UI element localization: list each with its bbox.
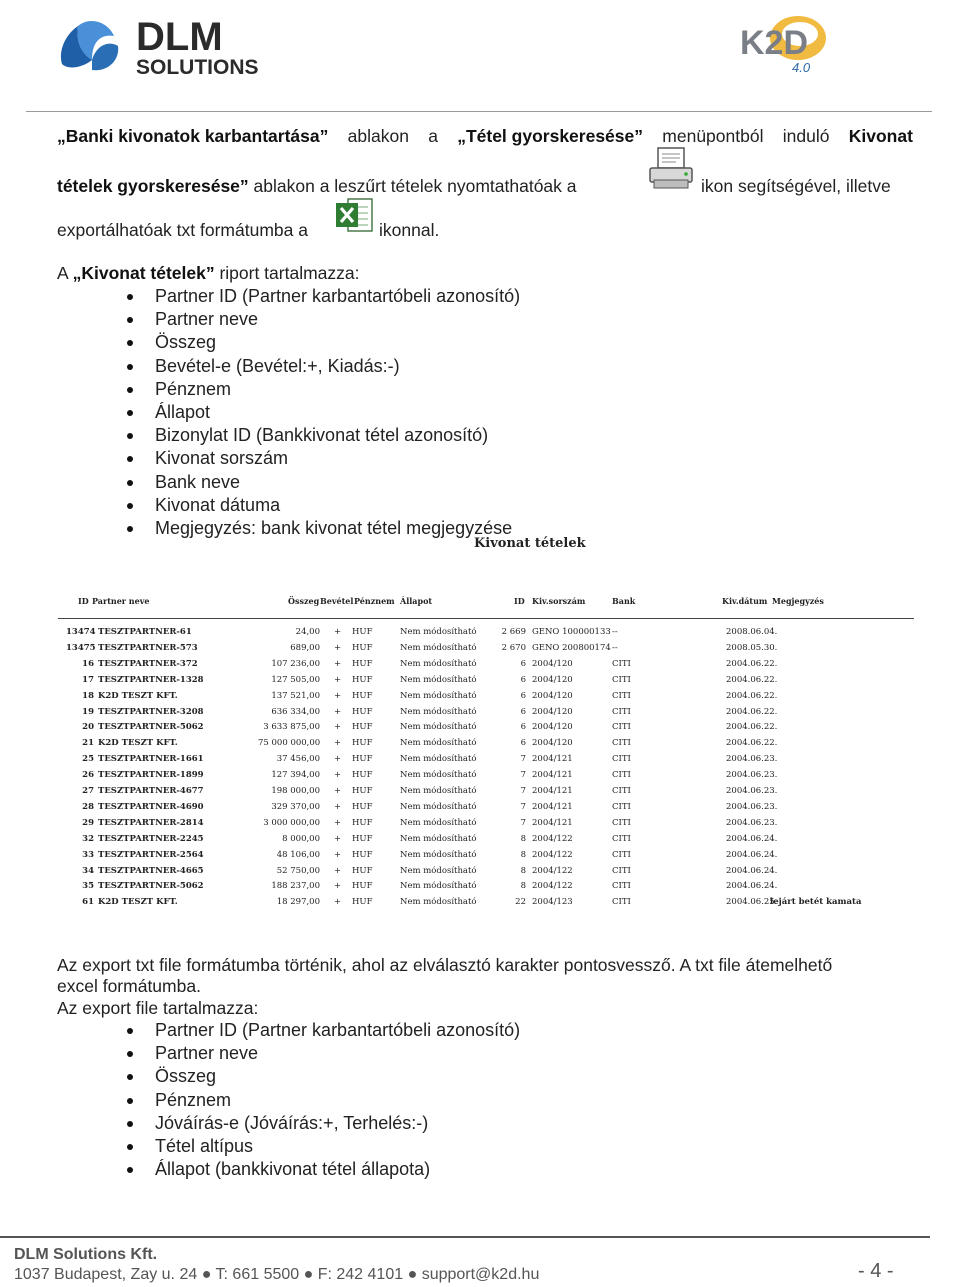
row-bank: CITI [612,833,631,844]
row-amount: 107 236,00 [271,658,320,669]
intro-line-2-end: ikon segítségével, illetve [701,176,891,196]
row-currency: HUF [352,786,373,796]
header-divider [26,111,932,112]
row-kiv: 2004/122 [532,865,573,876]
row-bank: CITI [612,674,631,685]
table-row [58,659,914,675]
row-bank: CITI [612,801,631,812]
row-income: + [334,674,342,685]
row-state: Nem módosítható [400,786,477,796]
row-id: 29 [82,817,94,828]
row-income: + [334,881,342,892]
list-item: Pénznem [125,1089,520,1112]
row-income: + [334,770,342,781]
row-bank: CITI [612,897,631,908]
report-header-state: Állapot [400,596,433,606]
bullet-icon: ● [201,1266,216,1283]
report-header-bank: Bank [612,596,636,606]
row-currency: HUF [352,833,373,844]
k2d-logo-text: K2D [740,24,809,62]
table-row [58,707,914,723]
export-field-list [125,1019,520,1181]
list-item: Kivonat sorszám [125,447,520,470]
row-currency: HUF [352,722,373,733]
row-bank: CITI [612,849,631,860]
row-kiv: 2004/120 [532,738,573,749]
row-kiv: 2004/120 [532,658,573,669]
footer-divider [0,1236,930,1238]
list-item: Tétel altípus [125,1135,520,1158]
table-row [58,786,914,802]
row-bid: 7 [520,786,526,796]
row-currency: HUF [352,706,373,717]
row-id: 35 [82,881,94,892]
row-currency: HUF [352,817,373,828]
row-partner: TESZTPARTNER-2245 [98,833,204,844]
row-bid: 7 [520,801,526,812]
row-amount: 127 394,00 [271,770,320,781]
row-date: 2004.06.23. [726,817,778,828]
row-state: Nem módosítható [400,658,477,669]
row-partner: TESZTPARTNER-4677 [98,786,204,796]
list-item: Összeg [125,1065,520,1088]
row-amount: 3 000 000,00 [263,817,320,828]
row-id: 20 [82,722,94,733]
row-bid: 6 [520,674,526,685]
row-date: 2004.06.22. [726,738,778,749]
row-state: Nem módosítható [400,690,477,701]
table-row [58,881,914,897]
table-row [58,754,914,770]
table-row [58,691,914,707]
row-amount: 24,00 [295,627,320,637]
row-state: Nem módosítható [400,674,477,685]
table-row [58,802,914,818]
table-row [58,770,914,786]
row-partner: TESZTPARTNER-1328 [98,674,204,685]
row-id: 27 [82,786,94,796]
row-income: + [334,833,342,844]
row-currency: HUF [352,738,373,749]
row-kiv: 2004/121 [532,801,573,812]
row-currency: HUF [352,674,373,685]
row-kiv: GENO 200800174 [532,642,611,653]
row-amount: 75 000 000,00 [258,738,321,749]
row-currency: HUF [352,881,373,892]
table-row [58,897,914,913]
table-row [58,866,914,882]
bullet-icon: ● [303,1266,318,1283]
dlm-solutions-logo [56,12,296,80]
table-row [58,818,914,834]
row-id: 19 [82,706,94,717]
row-state: Nem módosítható [400,865,477,876]
row-kiv: 2004/121 [532,754,573,765]
bullet-icon: ● [407,1266,422,1283]
report-header-currency: Pénznem [354,596,395,606]
row-partner: TESZTPARTNER-372 [98,658,198,669]
row-currency: HUF [352,865,373,876]
row-bank: CITI [612,690,631,701]
row-amount: 48 106,00 [276,849,320,860]
intro-window-name: „Banki kivonatok karbantartása” [57,126,329,146]
row-income: + [334,738,342,749]
row-id: 28 [82,801,94,812]
row-bid: 2 670 [501,642,526,653]
row-currency: HUF [352,801,373,812]
report-title: Kivonat tételek [474,536,586,551]
list-item: Partner neve [125,308,520,331]
row-bid: 7 [520,770,526,781]
row-date: 2004.06.22. [726,706,778,717]
row-state: Nem módosítható [400,754,477,765]
row-date: 2004.06.22. [726,658,778,669]
list-item: Jóváírás-e (Jóváírás:+, Terhelés:-) [125,1112,520,1135]
row-kiv: 2004/122 [532,833,573,844]
report-header-note: Megjegyzés [772,596,824,606]
row-bid: 2 669 [501,627,526,637]
list-item: Partner ID (Partner karbantartóbeli azonosító) [125,1019,520,1042]
report-header-id: ID [78,596,89,606]
row-bank: CITI [612,865,631,876]
list-item: Kivonat dátuma [125,494,520,517]
row-amount: 689,00 [290,642,320,653]
report-header-divider [58,618,914,619]
row-note: lejárt betét kamata [770,897,862,908]
row-amount: 8 000,00 [282,833,320,844]
row-kiv: 2004/121 [532,770,573,781]
row-date: 2004.06.23. [726,770,778,781]
k2d-logo [738,4,862,76]
row-bid: 6 [520,690,526,701]
row-state: Nem módosítható [400,627,477,637]
list-item: Bevétel-e (Bevétel:+, Kiadás:-) [125,355,520,378]
k2d-logo-version: 4.0 [792,60,811,75]
row-partner: TESZTPARTNER-1899 [98,770,204,781]
table-row [58,722,914,738]
row-date: 2004.06.24. [726,881,778,892]
row-id: 25 [82,754,94,765]
row-income: + [334,658,342,669]
row-bid: 6 [520,658,526,669]
row-date: 2004.06.23. [726,754,778,765]
row-currency: HUF [352,897,373,908]
row-bid: 6 [520,722,526,733]
row-date: 2004.06.24. [726,865,778,876]
row-partner: TESZTPARTNER-61 [98,627,192,637]
row-bank: CITI [612,706,631,717]
intro-line-2: tételek gyorskeresése” ablakon a leszűrt tételek nyomtathatóak a [57,176,577,196]
export-intro: Az export file tartalmazza: [57,998,259,1018]
row-bid: 8 [520,833,526,844]
row-bank: CITI [612,658,631,669]
table-row [58,834,914,850]
row-income: + [334,722,342,733]
list-item: Partner neve [125,1042,520,1065]
table-row [58,738,914,754]
row-partner: TESZTPARTNER-3208 [98,706,204,717]
row-id: 13475 [66,642,96,653]
row-state: Nem módosítható [400,881,477,892]
row-partner: K2D TESZT KFT. [98,897,178,908]
row-partner: TESZTPARTNER-5062 [98,881,204,892]
export-paragraph-line-1: Az export txt file formátumba történik, ahol az elválasztó karakter pontosvessző. A txt file átemelhető [57,955,833,975]
row-bank: CITI [612,786,631,796]
footer-fax: F: 242 4101 [317,1266,404,1283]
row-state: Nem módosítható [400,770,477,781]
row-date: 2004.06.22. [726,722,778,733]
row-income: + [334,801,342,812]
row-date: 2008.05.30. [726,642,778,653]
footer-contact [14,1266,539,1284]
row-date: 2004.06.22. [726,690,778,701]
row-bank: -- [612,627,618,637]
intro-line-3-end: ikonnal. [379,220,440,240]
footer-company: DLM Solutions Kft. [14,1246,158,1263]
row-bid: 7 [520,754,526,765]
row-amount: 37 456,00 [276,754,320,765]
row-state: Nem módosítható [400,722,477,733]
row-kiv: 2004/122 [532,849,573,860]
row-income: + [334,865,342,876]
row-amount: 127 505,00 [271,674,320,685]
list-item: Összeg [125,331,520,354]
row-partner: TESZTPARTNER-2814 [98,817,204,828]
row-income: + [334,817,342,828]
dlm-logo-subtext: SOLUTIONS [136,56,259,79]
intro-line-3: exportálhatóak txt formátumba a [57,220,308,240]
row-amount: 137 521,00 [271,690,320,701]
row-bank: CITI [612,722,631,733]
intro-menu-name: „Tétel gyorskeresése” [457,126,644,146]
row-partner: TESZTPARTNER-2564 [98,849,204,860]
row-income: + [334,754,342,765]
row-bank: CITI [612,881,631,892]
row-partner: TESZTPARTNER-5062 [98,722,204,733]
row-id: 16 [82,658,94,669]
table-row [58,643,914,659]
row-date: 2004.06.23. [726,801,778,812]
row-kiv: 2004/120 [532,706,573,717]
row-bank: -- [612,642,618,653]
row-kiv: 2004/120 [532,674,573,685]
row-income: + [334,627,342,637]
footer-email[interactable]: support@k2d.hu [421,1266,540,1283]
row-id: 21 [82,738,94,749]
list-item: Bizonylat ID (Bankkivonat tétel azonosító) [125,424,520,447]
footer-phone: T: 661 5500 [215,1266,300,1283]
row-id: 34 [82,865,94,876]
row-id: 26 [82,770,94,781]
row-bid: 22 [515,897,526,908]
footer-address: 1037 Budapest, Zay u. 24 [14,1266,198,1283]
row-income: + [334,642,342,653]
row-id: 17 [82,674,94,685]
report-header-partner: Partner neve [92,596,150,606]
row-partner: K2D TESZT KFT. [98,690,178,701]
row-kiv: 2004/122 [532,881,573,892]
row-bid: 8 [520,865,526,876]
row-currency: HUF [352,754,373,765]
row-state: Nem módosítható [400,817,477,828]
row-bid: 6 [520,738,526,749]
list-item: Állapot (bankkivonat tétel állapota) [125,1158,520,1181]
row-partner: TESZTPARTNER-573 [98,642,198,653]
row-currency: HUF [352,690,373,701]
row-date: 2004.06.24. [726,833,778,844]
row-state: Nem módosítható [400,642,477,653]
row-state: Nem módosítható [400,738,477,749]
report-header-kiv: Kiv.sorszám [532,596,586,606]
row-kiv: 2004/123 [532,897,573,908]
row-id: 61 [82,897,94,908]
report-header-bid: ID [514,596,525,606]
row-amount: 18 297,00 [276,897,320,908]
row-amount: 329 370,00 [271,801,320,812]
row-amount: 198 000,00 [271,786,320,796]
row-id: 13474 [66,627,96,637]
list-item: Partner ID (Partner karbantartóbeli azonosító) [125,285,520,308]
row-income: + [334,897,342,908]
row-date: 2004.06.23. [726,786,778,796]
excel-export-icon [334,195,374,240]
row-bank: CITI [612,738,631,749]
report-header-date: Kiv.dátum [722,596,768,606]
row-kiv: 2004/120 [532,690,573,701]
row-bid: 8 [520,849,526,860]
row-bid: 8 [520,881,526,892]
row-state: Nem módosítható [400,849,477,860]
row-state: Nem módosítható [400,833,477,844]
kivonat-tetelek-report [58,534,914,914]
list-item: Pénznem [125,378,520,401]
riport-intro: A „Kivonat tételek” riport tartalmazza: [57,263,360,283]
row-income: + [334,786,342,796]
row-state: Nem módosítható [400,801,477,812]
row-kiv: 2004/121 [532,786,573,796]
row-bid: 6 [520,706,526,717]
row-amount: 188 237,00 [271,881,320,892]
row-currency: HUF [352,627,373,637]
row-kiv: 2004/120 [532,722,573,733]
row-bid: 7 [520,817,526,828]
table-row [58,627,914,643]
row-partner: TESZTPARTNER-1661 [98,754,204,765]
riport-name: „Kivonat tételek” [72,263,215,283]
list-item: Bank neve [125,471,520,494]
report-header-amount: Összeg [288,596,320,606]
export-paragraph-line-2: excel formátumba. [57,976,201,996]
row-bank: CITI [612,770,631,781]
row-kiv: 2004/121 [532,817,573,828]
row-currency: HUF [352,849,373,860]
row-partner: K2D TESZT KFT. [98,738,178,749]
row-date: 2004.06.24. [726,849,778,860]
row-partner: TESZTPARTNER-4690 [98,801,204,812]
row-amount: 3 633 875,00 [263,722,320,733]
row-id: 18 [82,690,94,701]
report-header-income: Bevétel [320,596,354,606]
table-row [58,675,914,691]
printer-icon [648,146,694,197]
row-date: 2008.06.04. [726,627,778,637]
row-state: Nem módosítható [400,706,477,717]
riport-field-list [125,285,520,540]
row-amount: 52 750,00 [276,865,320,876]
list-item: Megjegyzés: bank kivonat tétel megjegyzése [125,517,520,540]
row-currency: HUF [352,770,373,781]
row-income: + [334,690,342,701]
row-id: 33 [82,849,94,860]
dlm-logo-text: DLM [136,15,223,59]
table-row [58,850,914,866]
row-bank: CITI [612,754,631,765]
row-amount: 636 334,00 [271,706,320,717]
row-date: 2004.06.22. [726,674,778,685]
intro-line-1: „Banki kivonatok karbantartása” ablakon a „Tétel gyorskeresése” menüpontból induló Kivonat [57,126,913,146]
page-number: - 4 - [858,1260,894,1282]
row-currency: HUF [352,642,373,653]
row-income: + [334,706,342,717]
row-partner: TESZTPARTNER-4665 [98,865,204,876]
row-date: 2004.06.25. [726,897,778,908]
row-currency: HUF [352,658,373,669]
row-id: 32 [82,833,94,844]
list-item: Állapot [125,401,520,424]
row-income: + [334,849,342,860]
row-kiv: GENO 100000133 [532,627,611,637]
row-state: Nem módosítható [400,897,477,908]
row-bank: CITI [612,817,631,828]
